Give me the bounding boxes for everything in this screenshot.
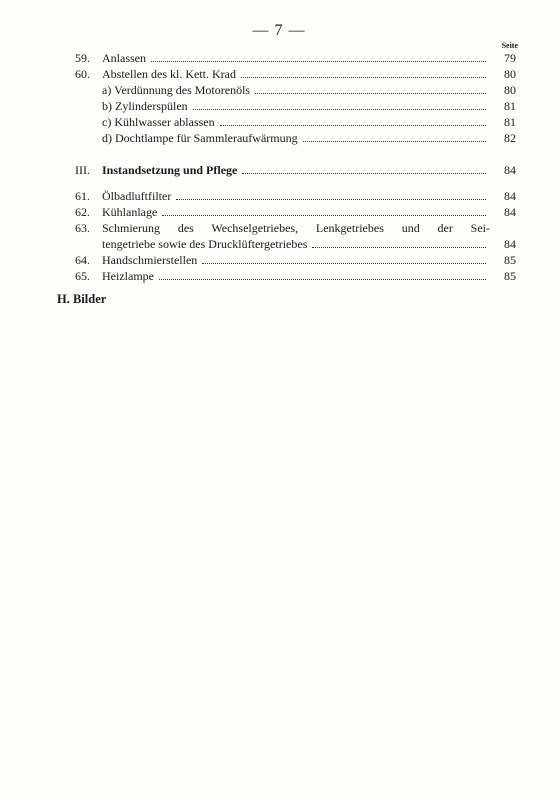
dot-leader [241,77,486,78]
dot-leader [303,141,486,142]
entry-title: Anlassen [102,51,146,65]
entry-page: 79 [504,51,516,65]
dot-leader [159,279,486,280]
toc-entry [75,268,516,284]
sub-entry-title: b) Zylinderspülen [102,99,188,113]
toc-section-heading [75,160,516,178]
toc-entry [75,252,516,268]
entry-title-line1: Schmierung des Wechselgetriebes, Lenkgetriebes und der Sei- [102,221,490,235]
sub-entry-title: d) Dochtlampe für Sammleraufwärmung [102,131,298,145]
entry-number: 64. [75,253,90,267]
entry-page: 85 [504,269,516,283]
entry-page: 80 [504,83,516,97]
toc-sub-entry [75,82,516,98]
toc-sub-entry [75,98,516,114]
entry-number: 62. [75,205,90,219]
toc-entry-multiline [75,220,516,236]
dot-leader [312,247,486,248]
entry-title: Abstellen des kl. Kett. Krad [102,67,236,81]
toc-entry [75,50,516,66]
entry-page: 84 [504,189,516,203]
page-column-label: Seite [501,41,518,50]
entry-page: 81 [504,99,516,113]
sub-entry-title: c) Kühlwasser ablassen [102,115,215,129]
table-of-contents [75,50,516,284]
entry-title: Kühlanlage [102,205,158,219]
dot-leader [255,93,486,94]
dot-leader [151,61,486,62]
entry-number: 59. [75,51,90,65]
dot-leader [162,215,486,216]
toc-sub-entry [75,114,516,130]
entry-page: 81 [504,115,516,129]
toc-entry [75,204,516,220]
entry-page: 85 [504,253,516,267]
section-title: Instandsetzung und Pflege [102,163,238,177]
toc-sub-entry [75,130,516,146]
sub-entry-title: a) Verdünnung des Motorenöls [102,83,251,97]
part-heading: H. Bilder [57,292,107,306]
entry-page: 84 [504,237,516,251]
entry-title: Ölbadluftfilter [102,189,172,203]
entry-page: 80 [504,67,516,81]
entry-title: Heizlampe [102,269,154,283]
toc-entry [75,188,516,204]
page-number: — 7 — [252,22,306,39]
section-number: III. [75,163,90,177]
entry-page: 84 [504,163,516,177]
dot-leader [242,173,486,174]
entry-page: 84 [504,205,516,219]
toc-entry-continuation [75,236,516,252]
dot-leader [220,125,486,126]
dot-leader [202,263,486,264]
entry-number: 61. [75,189,90,203]
entry-title-line2: tengetriebe sowie des Drucklüftergetriebes [102,237,308,251]
toc-entry [75,66,516,82]
dot-leader [193,109,486,110]
entry-page: 82 [504,131,516,145]
entry-title: Handschmierstellen [102,253,198,267]
entry-number: 65. [75,269,90,283]
entry-number: 60. [75,67,90,81]
dot-leader [176,199,486,200]
entry-number: 63. [75,221,90,235]
